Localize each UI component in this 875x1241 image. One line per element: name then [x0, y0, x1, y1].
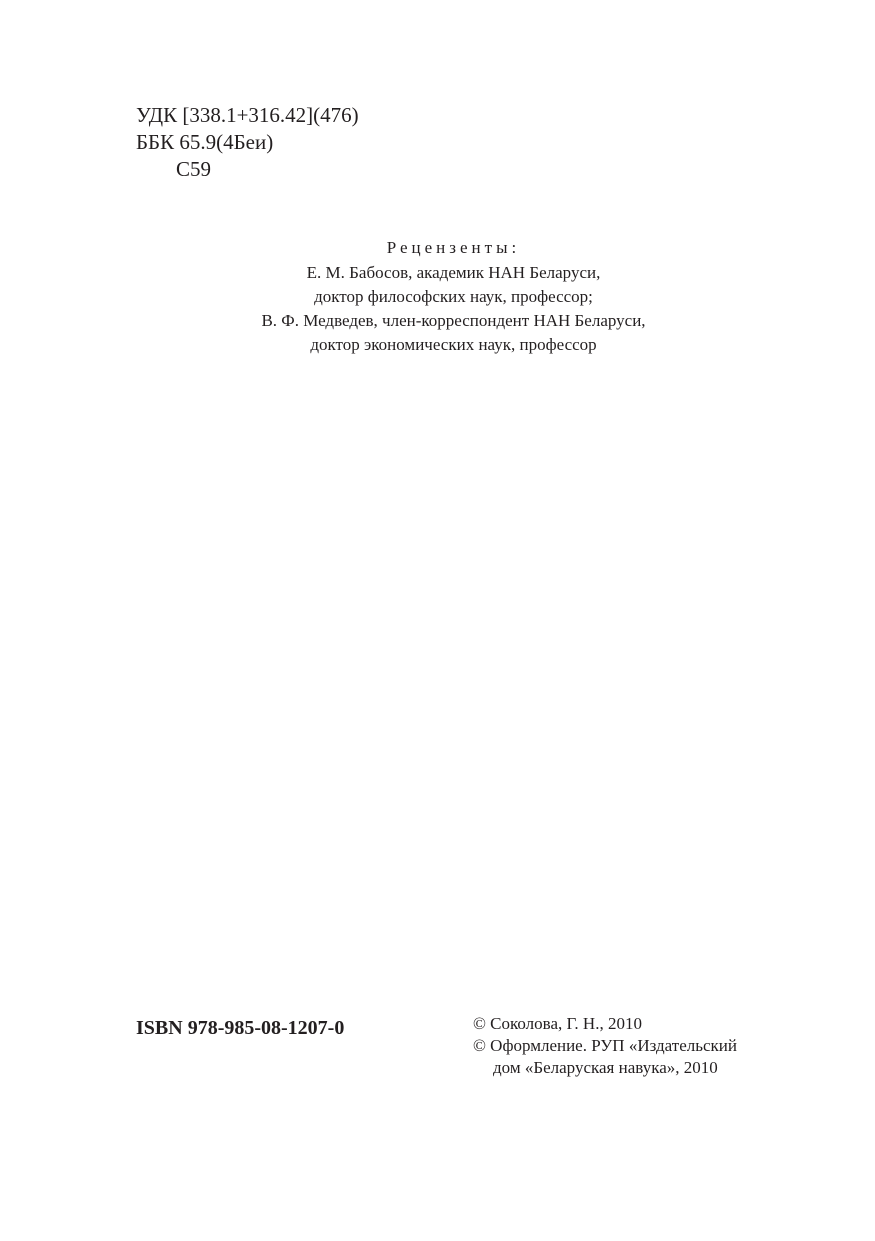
isbn-number: ISBN 978-985-08-1207-0 — [136, 1017, 345, 1039]
bbk-code: ББК 65.9(4Беи) — [136, 130, 274, 154]
reviewer-line: доктор экономических наук, профессор — [310, 335, 597, 354]
reviewer-line: доктор философских наук, профессор; — [314, 287, 593, 306]
reviewer-line: В. Ф. Медведев, член-корреспондент НАН Беларуси, — [261, 311, 646, 330]
author-mark: С59 — [176, 157, 212, 181]
copyright-line: © Оформление. РУП «Издательский — [473, 1036, 737, 1055]
reviewers-heading: Рецензенты: — [386, 238, 521, 257]
reviewers-block — [0, 236, 875, 357]
classification-block — [136, 102, 359, 183]
copyright-line: © Соколова, Г. Н., 2010 — [473, 1014, 642, 1033]
copyright-block — [473, 1013, 737, 1079]
copyright-line: дом «Беларуская навука», 2010 — [493, 1058, 718, 1077]
reviewer-line: Е. М. Бабосов, академик НАН Беларуси, — [306, 263, 601, 282]
udk-code: УДК [338.1+316.42](476) — [136, 103, 359, 127]
